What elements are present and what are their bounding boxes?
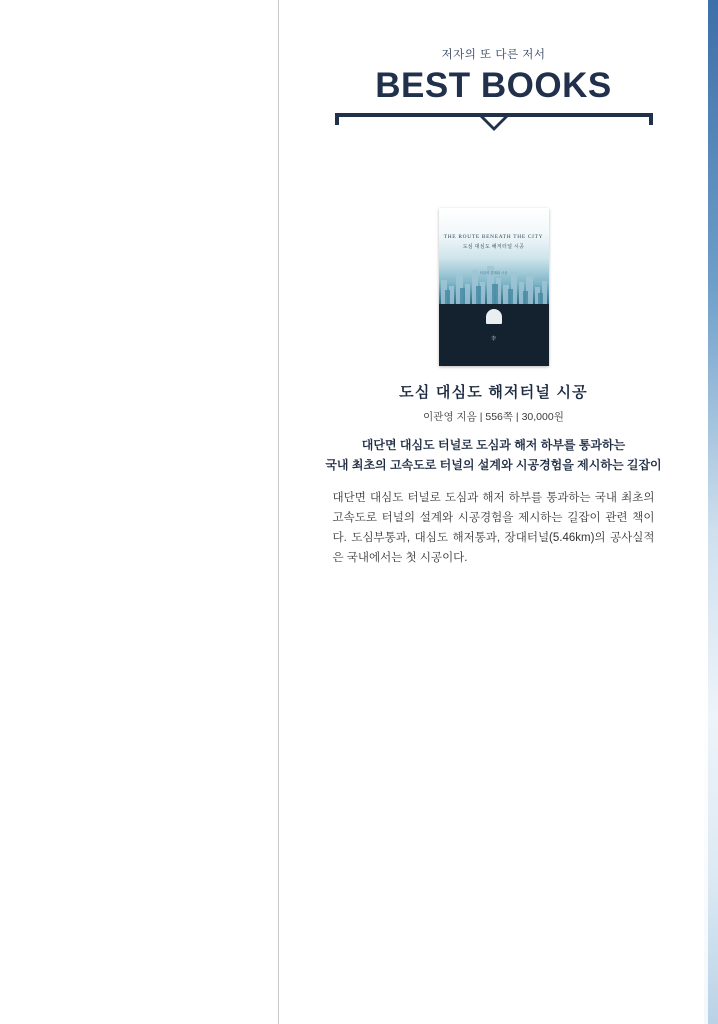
header-rule-right-tick xyxy=(649,113,653,125)
book-cover-skyline-graphic xyxy=(439,260,549,304)
book-entry xyxy=(279,208,708,569)
header-title: BEST BOOKS xyxy=(375,66,612,105)
tunnel-arch-icon xyxy=(486,309,502,324)
chevron-down-icon xyxy=(479,116,509,132)
header-kicker: 저자의 또 다른 저서 xyxy=(441,49,546,61)
header-rule xyxy=(335,113,653,135)
book-lead xyxy=(279,436,708,476)
book-lead-line-2: 국내 최초의 고속도로 터널의 설계와 시공경험을 제시하는 길잡이 xyxy=(325,457,662,472)
book-cover-image xyxy=(439,208,549,366)
page-content xyxy=(279,0,708,1024)
book-meta: 이관영 지음 | 556쪽 | 30,000원 xyxy=(423,410,564,423)
header-rule-left-tick xyxy=(335,113,339,125)
book-title: 도심 대심도 해저터널 시공 xyxy=(399,383,588,401)
book-cover-title-en: THE ROUTE BENEATH THE CITY xyxy=(443,233,544,240)
best-books-header xyxy=(279,46,708,135)
book-cover-subtitle: 터널의 설계와 시공 xyxy=(479,270,508,275)
book-description: 대단면 대심도 터널로 도심과 해저 하부를 통과하는 국내 최초의 고속도로 터널의 설계와 시공경험을 제시하는 길잡이 관련 책이다. 도심부통과, 대심도 해저통과, 장대터널(5.46km)의 공사실적은 국내에서는 첫 시공이다. xyxy=(332,492,655,564)
book-lead-line-1: 대단면 대심도 터널로 도심과 해저 하부를 통과하는 xyxy=(361,437,626,452)
book-cover-title-ko: 도심 대심도 해저터널 시공 xyxy=(462,243,525,250)
page-edge-gradient-bar xyxy=(708,0,718,1024)
book-cover-author-mark: 李 xyxy=(490,335,496,342)
